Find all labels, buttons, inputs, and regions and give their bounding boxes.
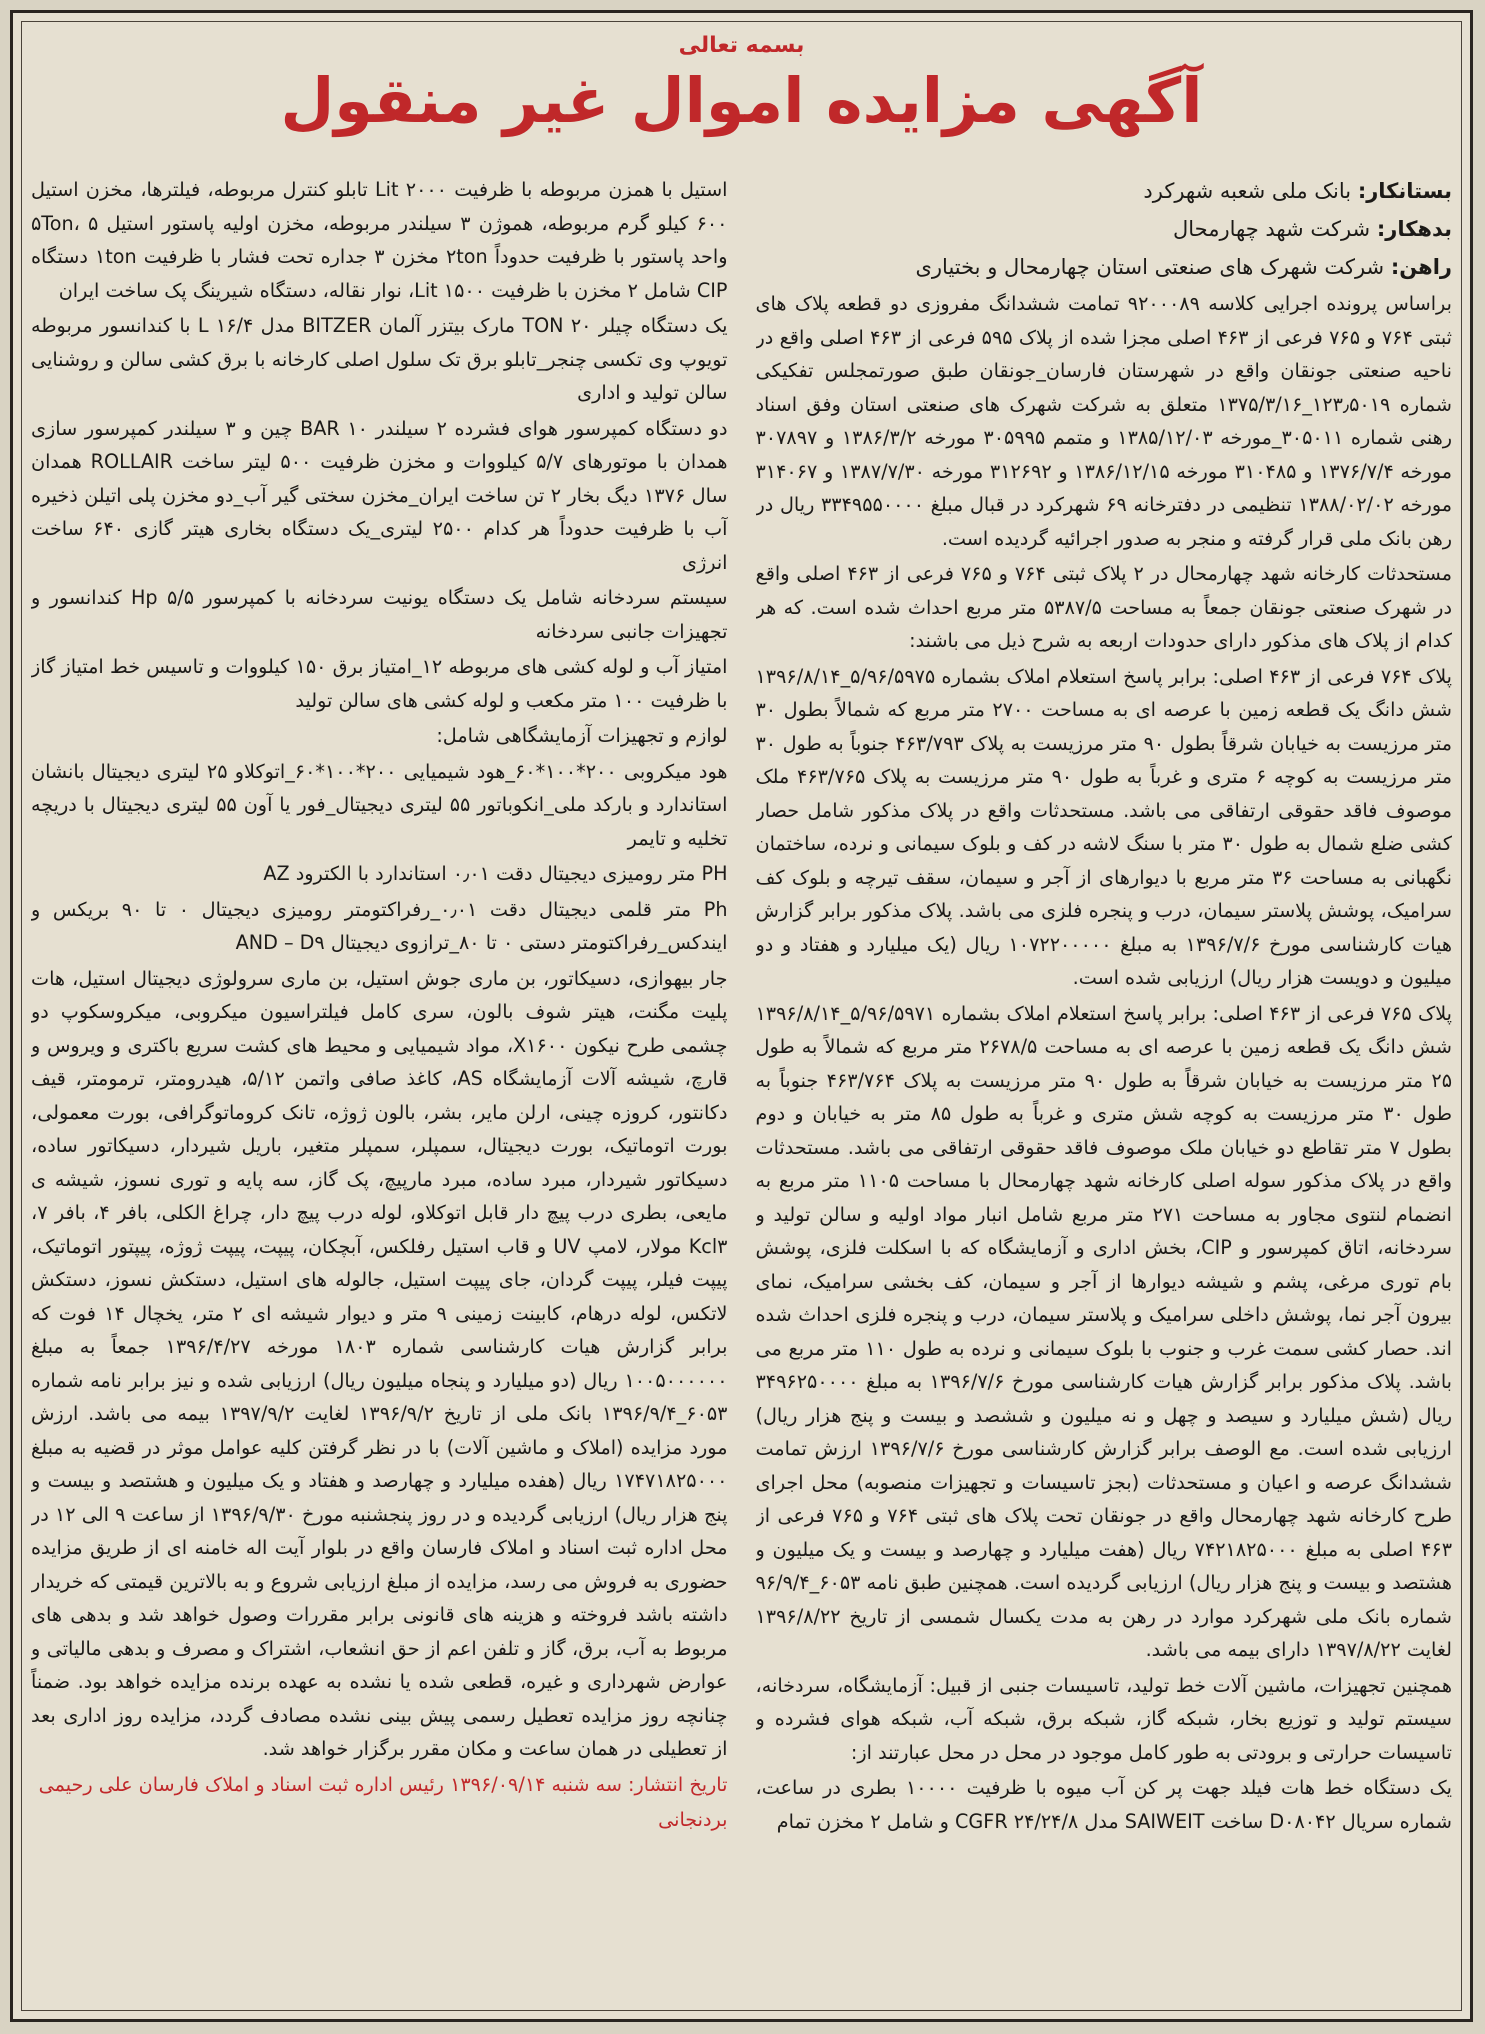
paragraph: امتیاز آب و لوله کشی های مربوطه ۱۲_امتیاز برق ۱۵۰ کیلووات و تاسیس خط امتیاز گاز با ظرفیت ۱۰۰ متر مکعب و لوله کشی های سالن تولید	[31, 655, 728, 712]
paragraph: همچنین تجهیزات، ماشین آلات خط تولید، تاسیسات جنبی از قبیل: آزمایشگاه، سردخانه، سیستم تولید و توزیع بخار، شبکه گاز، شبکه برق، شبکه آب، شبکه هوای فشرده و تاسیسات حرارتی و برودتی به طور کامل موجود در محل در محل عبارتند از:	[755, 1673, 1452, 1764]
publication-footer-name: بردنجانی	[658, 1808, 728, 1831]
creditor-value: بانک ملی شعبه شهرکرد	[1143, 179, 1352, 203]
paragraph: براساس پرونده اجرایی کلاسه ۹۲۰۰۰۸۹ تمامت ششدانگ مفروزی دو قطعه پلاک های ثبتی ۷۶۴ و ۷۶۵ فرعی از ۴۶۳ اصلی مجزا شده از پلاک ۵۹۵ فرعی از ۴۶۳ اصلی واقع در ناحیه صنعتی جونقان واقع در شهرستان فارسان_جونقان طبق صورتمجلس تفکیکی شماره ۱۲۳٫۵۰۱۹_۱۳۷۵/۳/۱۶ متعلق به شرکت شهرک های صنعتی استان وفق اسناد رهنی شماره ۳۰۵۰۱۱_مورخه ۱۳۸۵/۱۲/۰۳ و متمم ۳۰۵۹۹۵ مورخه ۱۳۸۶/۳/۲ و ۳۰۷۸۹۷ مورخه ۱۳۷۶/۷/۴ و ۳۱۰۴۸۵ مورخه ۱۳۸۶/۱۲/۱۵ و ۳۱۲۶۹۲ مورخه ۱۳۸۷/۷/۳۰ و ۳۱۴۰۶۷ مورخه ۱۳۸۸/۰۲/۰۲ تنظیمی در دفترخانه ۶۹ شهرکرد در قبال مبلغ ۳۳۴۹۵۵۰۰۰۰ ریال در رهن بانک ملی قرار گرفته و منجر به صدور اجرائیه گردیده است.	[755, 292, 1452, 550]
right-column	[756, 173, 1453, 2001]
notice-header	[13, 33, 1470, 137]
paragraph: یک دستگاه خط هات فیلد جهت پر کن آب میوه با ظرفیت ۱۰۰۰۰ بطری در ساعت، شماره سریال D۰۸۰۴۲ ساخت SAIWEIT مدل CGFR ۲۴/۲۴/۸ و شامل ۲ مخزن تمام	[755, 1776, 1452, 1833]
mortgagor-label: راهن:	[1390, 255, 1452, 279]
notice-title: آگهی مزایده اموال غیر منقول	[280, 64, 1203, 137]
paragraph: جار بیهوازی، دسیکاتور، بن ماری جوش استیل، بن ماری سرولوژی دیجیتال استیل، هات پلیت مگنت، هیتر شوف بالون، سری کامل فیلتراسیون میکروبی، میکروسکوپ دو چشمی طرح نیکون X۱۶۰۰، مواد شیمیایی و محیط های کشت سریع باکتری و ویروس و قارچ، شیشه آلات آزمایشگاه AS، کاغذ صافی واتمن ۵/۱۲، هیدرومتر، ترمومتر، قیف دکانتور، کروزه چینی، ارلن مایر، بشر، بالون ژوژه، تانک کروماتوگرافی، بورت معمولی، بورت اتوماتیک، بورت دیجیتال، سمپلر، سمپلر متغیر، باریل شیردار، دسیکاتور ساده، دسیکاتور شیردار، مبرد ساده، مبرد مارپیچ، پک گاز، سه پایه و توری نسوز، شیشه ی مایعی، بطری درب پیچ دار قابل اتوکلاو، لوله درب پیچ دار، چراغ الکلی، بافر ۴، بافر ۷، Kcl۳ مولار، لامپ UV و قاب استیل رفلکس، آبچکان، پیپت، پیپت ژوژه، پیپتور اتوماتیک، پیپت فیلر، پیپت گردان، جای پیپت استیل، جالوله های استیل، دستکش نسوز، دستکش لاتکس، لوله درهام، کابینت زمینی ۹ متر و دیوار شیشه ای ۲ متر، یخچال ۱۴ فوت که برابر گزارش هیات کارشناسی شماره ۱۸۰۳ مورخه ۱۳۹۶/۴/۲۷ جمعاً به مبلغ ۱۰۰۵۰۰۰۰۰۰ ریال (دو میلیارد و پنجاه میلیون ریال) ارزیابی شده و نیز برابر نامه شماره ۶۰۵۳_۱۳۹۶/۹/۴ بانک ملی از تاریخ ۱۳۹۶/۹/۲ لغایت ۱۳۹۷/۹/۲ بیمه می باشد. ارزش مورد مزایده (املاک و ماشین آلات) با در نظر گرفتن کلیه عوامل موثر در قضیه به مبلغ ۱۷۴۷۱۸۲۵۰۰۰ ریال (هفده میلیارد و چهارصد و هفتاد و یک میلیون و هشتصد و بیست و پنج هزار ریال) ارزیابی گردیده و در روز پنجشنبه مورخ ۱۳۹۶/۹/۳۰ از ساعت ۹ الی ۱۲ در محل اداره ثبت اسناد و املاک فارسان واقع در بلوار آیت اله خامنه ای از طریق مزایده حضوری به فروش می رسد، مزایده از مبلغ ارزیابی شروع و به بالاترین قیمتی که خریدار داشته باشد فروخته و هزینه های قانونی برابر مقررات وصول خواهد شد و بدهی های مربوط به آب، برق، گاز و تلفن اعم از حق انشعاب، اشتراک و مصرف و بدهی مالیاتی و عوارض شهرداری و غیره، قطعی شده یا نشده به عهده برنده مزایده خواهد بود. ضمناً چنانچه روز مزایده تعطیل رسمی پیش بینی نشده مصادف گردد، مزایده روز اداری بعد از تعطیلی در همان ساعت و مکان مقرر برگزار خواهد شد.	[31, 966, 728, 1760]
notice-frame	[10, 10, 1473, 2022]
creditor-line	[756, 173, 1453, 209]
paragraph: مستحدثات کارخانه شهد چهارمحال در ۲ پلاک ثبتی ۷۶۴ و ۷۶۵ فرعی از ۴۶۳ اصلی واقع در شهرک صنعتی جونقان جمعاً به مساحت ۵۳۸۷/۵ متر مربع احداث شده است. که هر کدام از پلاک های مذکور دارای حدودات اربعه به شرح ذیل می باشند:	[755, 562, 1452, 652]
paragraph: هود میکروبی ۲۰۰*۱۰۰*۶۰_هود شیمیایی ۲۰۰*۱۰۰*۶۰_اتوکلاو ۲۵ لیتری دیجیتال بانشان استاندارد و بارکد ملی_انکوباتور ۵۵ لیتری دیجیتال_فور یا آون ۵۵ لیتری دیجیتال با دریچه تخلیه و تایمر	[31, 759, 728, 850]
paragraph: یک دستگاه چیلر TON ۲۰ مارک بیتزر آلمان BITZER مدل L ۱۶/۴ با کندانسور مربوطه تویوپ وی تکسی چنجر_تابلو برق تک سلول اصلی کارخانه با برق کشی سالن و روشنایی سالن تولید و اداری	[31, 314, 728, 404]
left-column	[31, 173, 728, 2001]
paragraph: استیل با همزن مربوطه با ظرفیت Lit ۲۰۰۰ تابلو کنترل مربوطه، فیلترها، مخزن استیل ۶۰۰ کیلو گرم مربوطه، هموژن ۳ سیلندر مربوطه، مخزن اولیه پاستور استیل ۵Ton، ۵ واحد پاستور با ظرفیت حدوداً ۲ton مخزن ۳ جداره تحت فشار با ظرفیت ۱ton دستگاه CIP شامل ۲ مخزن با ظرفیت Lit ۱۵۰۰، نوار نقاله، دستگاه شیرینگ پک ساخت ایران	[31, 178, 728, 302]
paragraph: لوازم و تجهیزات آزمایشگاهی شامل:	[436, 724, 728, 747]
paragraph: پلاک ۷۶۵ فرعی از ۴۶۳ اصلی: برابر پاسخ استعلام املاک بشماره ۵/۹۶/۵۹۷۱_۱۳۹۶/۸/۱۴ شش دانگ یک قطعه زمین با عرصه ای به مساحت ۲۶۷۸/۵ متر مربع که شمالاً به طول ۲۵ متر مرزیست به خیابان شرقاً به طول ۹۰ متر مرزیست به پلاک ۴۶۳/۷۶۴ جنوباً به طول ۳۰ متر مرزیست به کوچه شش متری و غرباً به طول ۸۵ متر به خیابان و دوم بطول ۷ متر تقاطع دو خیابان ملک موصوف فاقد حقوقی ارتفاقی می باشد. مستحدثات واقع در پلاک مذکور سوله اصلی کارخانه شهد چهارمحال با مساحت ۱۱۰۵ متر مربع به انضمام لنتوی مجاور به مساحت ۲۷۱ متر مربع شامل انبار مواد اولیه و سالن تولید و سردخانه، اتاق کمپرسور و CIP، بخش اداری و آزمایشگاه که با اسکلت فلزی، پوشش بام توری مرغی، پشم و شیشه دیوارها از آجر و سیمان، کف بخشی سرامیک، نمای بیرون آجر نما، پوشش داخلی سرامیک و پلاستر سیمان، درب و پنجره فلزی احداث شده اند. حصار کشی سمت غرب و جنوب با بلوک سیمانی و نرده به طول ۱۱۰ متر مربع می باشد. پلاک مذکور برابر گزارش هیات کارشناسی مورخ ۱۳۹۶/۷/۶ به مبلغ ۳۴۹۶۲۵۰۰۰۰ ریال (شش میلیارد و سیصد و چهل و نه میلیون و ششصد و بیست و پنج هزار ریال) ارزیابی شده است. مع الوصف برابر گزارش کارشناسی مورخ ۱۳۹۶/۷/۶ ارزش تمامت ششدانگ عرصه و اعیان و مستحدثات (بجز تاسیسات و تجهیزات منصوبه) محل اجرای طرح کارخانه شهد چهارمحال واقع در جونقان تحت پلاک های ثبتی ۷۶۴ و ۷۶۵ فرعی از ۴۶۳ اصلی به مبلغ ۷۴۲۱۸۲۵۰۰۰ ریال (هفت میلیارد و چهارصد و بیست و یک میلیون و هشتصد و بیست و پنج هزار ریال) ارزیابی گردیده است. همچنین طبق نامه ۶۰۵۳_۹۶/۹/۴ شماره بانک ملی شهرکرد موارد در رهن به مدت یکسال شمسی از تاریخ ۱۳۹۶/۸/۲۲ لغایت ۱۳۹۷/۸/۲۲ دارای بیمه می باشد.	[755, 1001, 1452, 1661]
debtor-label: بدهکار:	[1376, 217, 1452, 241]
creditor-label: بستانکار:	[1357, 179, 1452, 203]
debtor-value: شرکت شهد چهارمحال	[1173, 217, 1371, 241]
paragraph: پلاک ۷۶۴ فرعی از ۴۶۳ اصلی: برابر پاسخ استعلام املاک بشماره ۵/۹۶/۵۹۷۵_۱۳۹۶/۸/۱۴ شش دانگ یک قطعه زمین با عرصه ای به مساحت ۲۷۰۰ متر مربع که شمالاً بطول ۳۰ متر مرزیست به خیابان شرقاً بطول ۹۰ متر مرزیست به پلاک ۴۶۳/۷۹۳ جنوباً به طول ۳۰ متر مرزیست به کوچه ۶ متری و غرباً به طول ۹۰ متر مرزیست به پلاک ۴۶۳/۷۶۵ ملک موصوف فاقد حقوقی ارتفاقی می باشد. مستحدثات واقع در پلاک مذکور شامل حصار کشی ضلع شمال به طول ۳۰ متر با سنگ لاشه در کف و بلوک سیمانی و نرده، ساختمان نگهبانی به مساحت ۳۶ متر مربع با دیوارهای از آجر و سیمان، سقف تیرچه و بلوک کف سرامیک، پوشش پلاستر سیمان، درب و پنجره فلزی می باشد. پلاک مذکور برابر گزارش هیات کارشناسی مورخ ۱۳۹۶/۷/۶ به مبلغ ۱۰۷۲۲۰۰۰۰۰ ریال (یک میلیارد و هفتاد و دو میلیون و دویست هزار ریال) ارزیابی شده است.	[755, 664, 1452, 989]
mortgagor-value: شرکت شهرک های صنعتی استان چهارمحال و بختیاری	[915, 255, 1385, 279]
debtor-line	[756, 211, 1453, 247]
publication-footer: تاریخ انتشار: سه شنبه ۱۳۹۶/۰۹/۱۴ رئیس اداره ثبت اسناد و املاک فارسان علی رحیمی	[38, 1772, 728, 1796]
paragraph: Ph متر قلمی دیجیتال دقت ۰٫۰۱_رفراکتومتر رومیزی دیجیتال ۰ تا ۹۰ بریکس و ایندکس_رفراکتومتر دستی ۰ تا ۸۰_ترازوی دیجیتال AND – D۹	[31, 897, 728, 954]
bismillah: بسمه تعالی	[678, 33, 805, 58]
paragraph: دو دستگاه کمپرسور هوای فشرده ۲ سیلندر BAR ۱۰ چین و ۳ سیلندر کمپرسور سازی همدان با موتورهای ۵/۷ کیلووات و مخزن ظرفیت ۵۰۰ لیتر ساخت ROLLAIR همدان سال ۱۳۷۶ دیگ بخار ۲ تن ساخت ایران_مخزن سختی گیر آب_دو مخزن پلی اتیلن ذخیره آب با ظرفیت حدوداً هر کدام ۲۵۰۰ لیتری_یک دستگاه بخاری هیتر گازی ۶۴۰ ساخت انرژی	[31, 416, 728, 574]
notice-columns	[31, 173, 1452, 2001]
mortgagor-line	[756, 249, 1453, 285]
paragraph: سیستم سردخانه شامل یک دستگاه یونیت سردخانه با کمپرسور Hp ۵/۵ کندانسور و تجهیزات جانبی سردخانه	[31, 586, 728, 643]
paragraph: PH متر رومیزی دیجیتال دقت ۰٫۰۱ استاندارد با الکترود AZ	[263, 862, 728, 885]
